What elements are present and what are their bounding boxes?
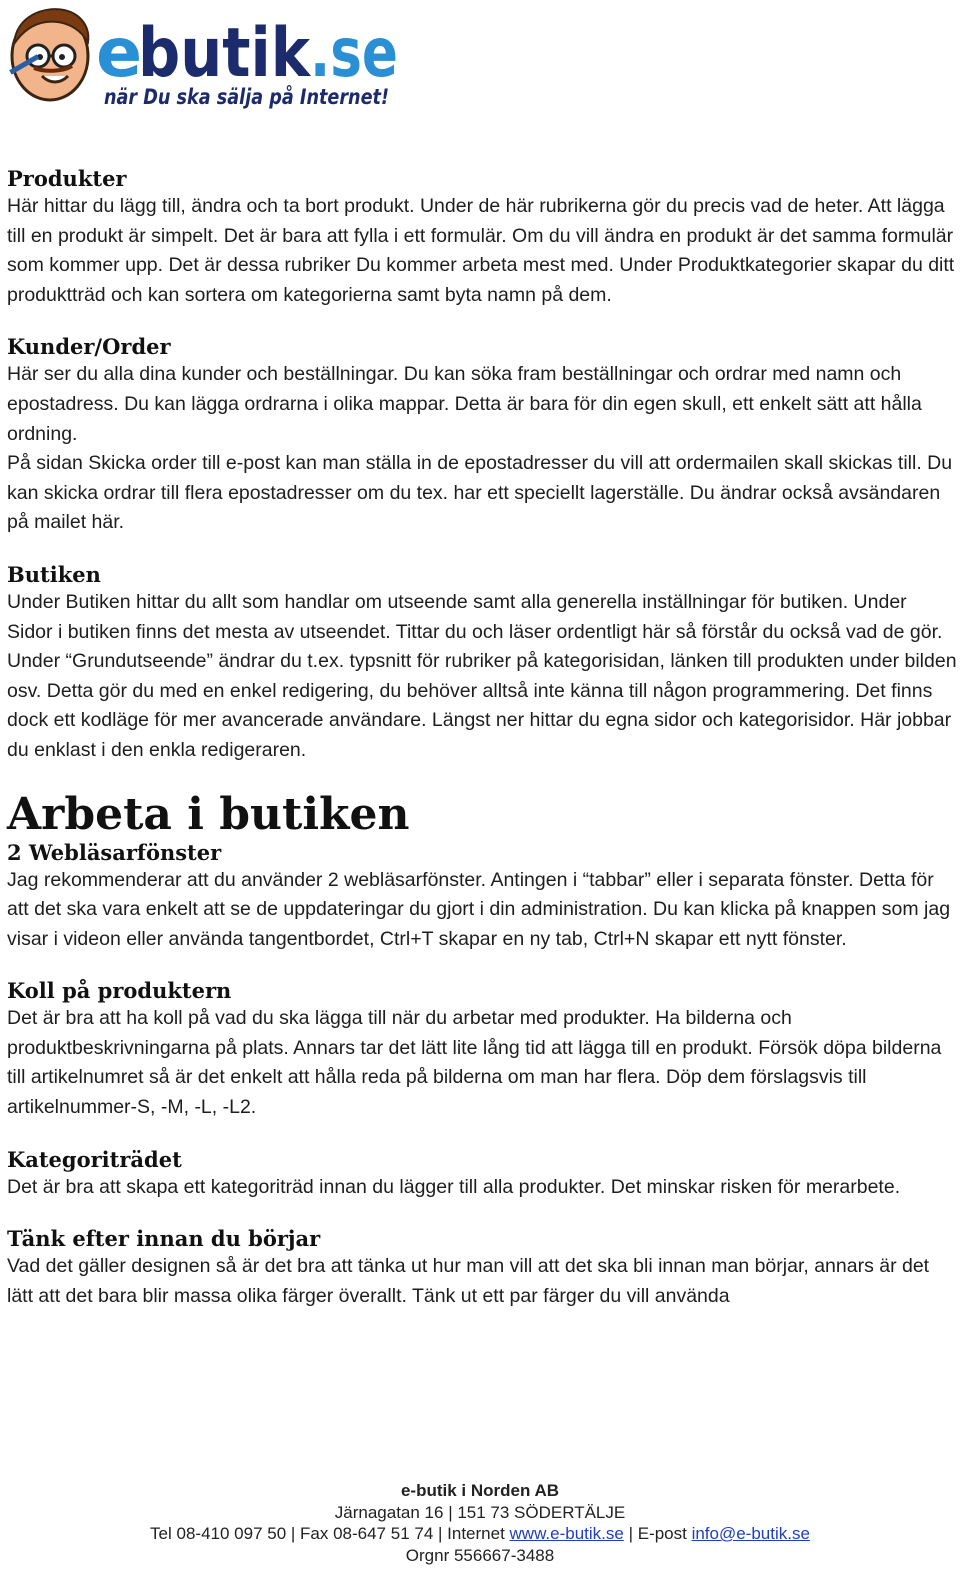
section-title: Kategoriträdet bbox=[7, 1146, 182, 1172]
footer-email-label: | E-post bbox=[623, 1524, 692, 1543]
section-paragraph: På sidan Skicka order till e-post kan man ställa in de epostadresser du vill att ordermailen skall skickas till. Du kan skicka ordrar till flera epostadresser om du tex. har ett speciellt lagerställe. Du ändrar också avsändaren på mailet här. bbox=[7, 452, 953, 534]
page-footer bbox=[0, 1480, 960, 1566]
section-produkter bbox=[7, 166, 957, 310]
main-heading: Arbeta i butiken bbox=[7, 788, 410, 840]
section-weblasarfonster bbox=[7, 840, 957, 955]
section-kategoritradet bbox=[7, 1147, 957, 1203]
section-title: Kunder/Order bbox=[7, 334, 171, 360]
footer-company: e-butik i Norden AB bbox=[400, 1481, 560, 1500]
section-paragraph: Här hittar du lägg till, ändra och ta bort produkt. Under de här rubrikerna gör du precis vad de heter. Att lägga till en produkt är simpelt. Det är bara att fylla i ett formulär. Om du vill ändra en produkt är det samma formulär som kommer upp. Det är dessa rubriker Du kommer arbeta mest med. Under Produktkategorier skapar du ditt produktträd och kan sortera om kategorierna samt byta namn på dem. bbox=[7, 195, 955, 306]
footer-contact bbox=[0, 1523, 960, 1545]
section-paragraph: Det är bra att skapa ett kategoriträd innan du lägger till alla produkter. Det minskar risken för merarbete. bbox=[7, 1175, 901, 1198]
brand-main: butik bbox=[138, 14, 312, 93]
section-paragraph: Det är bra att ha koll på vad du ska lägga till när du arbetar med produkter. Ha bilderna och produktbeskrivningarna på plats. Annars tar det lätt lite lång tid att lägga till en produkt. Försök döpa bilderna till artikelnumret så är det enkelt att hålla reda på bilderna om man har flera. Döp dem förslagsvis till artikelnummer-S, -M, -L, -L2. bbox=[7, 1007, 942, 1119]
section-paragraph: Vad det gäller designen så är det bra att tänka ut hur man vill att det ska bli innan man börjar, annars är det lätt att det bara blir massa olika färger överallt. Tänk ut ett par färger du vill använda bbox=[7, 1255, 930, 1307]
section-tank-efter bbox=[7, 1226, 957, 1311]
section-kunder-order bbox=[7, 334, 957, 538]
brand-prefix: e bbox=[96, 14, 143, 93]
ebutik-logo bbox=[4, 4, 444, 114]
section-title: Tänk efter innan du börjar bbox=[7, 1226, 321, 1252]
brand-tagline: när Du ska sälja på Internet! bbox=[104, 85, 444, 109]
footer-address: Järnagatan 16 | 151 73 SÖDERTÄLJE bbox=[334, 1502, 626, 1522]
mascot-face-icon bbox=[9, 9, 88, 100]
section-title: Produkter bbox=[7, 166, 127, 191]
section-paragraph: Här ser du alla dina kunder och beställningar. Du kan söka fram beställningar och ordrar med namn och epostadress. Du kan lägga ordrarna i olika mappar. Detta är bara för din egen skull, ett enkelt sätt att hålla ordning. bbox=[7, 363, 922, 445]
website-link[interactable]: www.e-butik.se bbox=[509, 1524, 624, 1543]
section-paragraph: Under Butiken hittar du allt som handlar om utseende samt alla generella inställningar för butiken. Under Sidor i butiken finns det mesta av utseendet. Tittar du och läser ordentligt här så förstår du också vad de gör. Under “Grundutseende” ändrar du t.ex. typsnitt för rubriker på kategorisidan, länken till produkten under bilden osv. Detta gör du med en enkel redigering, du behöver alltså inte känna till någon programmering. Det finns dock ett kodläge för mer avancerade användare. Längst ner hittar du egna sidor och kategorisidor. Här jobbar du enklast i den enkla redigeraren. bbox=[7, 590, 957, 761]
section-koll-pa-produktern bbox=[7, 978, 957, 1122]
footer-tel-fax: Tel 08-410 097 50 | Fax 08-647 51 74 | Internet bbox=[150, 1524, 510, 1543]
logo-graphic bbox=[4, 4, 444, 114]
email-link[interactable]: info@e-butik.se bbox=[691, 1524, 810, 1543]
section-paragraph: Jag rekommenderar att du använder 2 webläsarfönster. Antingen i “tabbar” eller i separata fönster. Detta för att det ska vara enkelt att se de uppdateringar du gjort i din administration. Du kan klicka på knappen som jag visar i videon eller använda tangentbordet, Ctrl+T skapar en ny tab, Ctrl+N skapar ett nytt fönster. bbox=[7, 868, 951, 950]
document-body bbox=[7, 166, 957, 1335]
brand-suffix: .se bbox=[310, 14, 398, 93]
section-title: Butiken bbox=[7, 561, 101, 587]
footer-orgnr: Orgnr 556667-3488 bbox=[405, 1545, 555, 1565]
section-title: Koll på produktern bbox=[7, 978, 232, 1004]
section-butiken bbox=[7, 562, 957, 766]
section-title: 2 Webläsarfönster bbox=[7, 839, 222, 865]
